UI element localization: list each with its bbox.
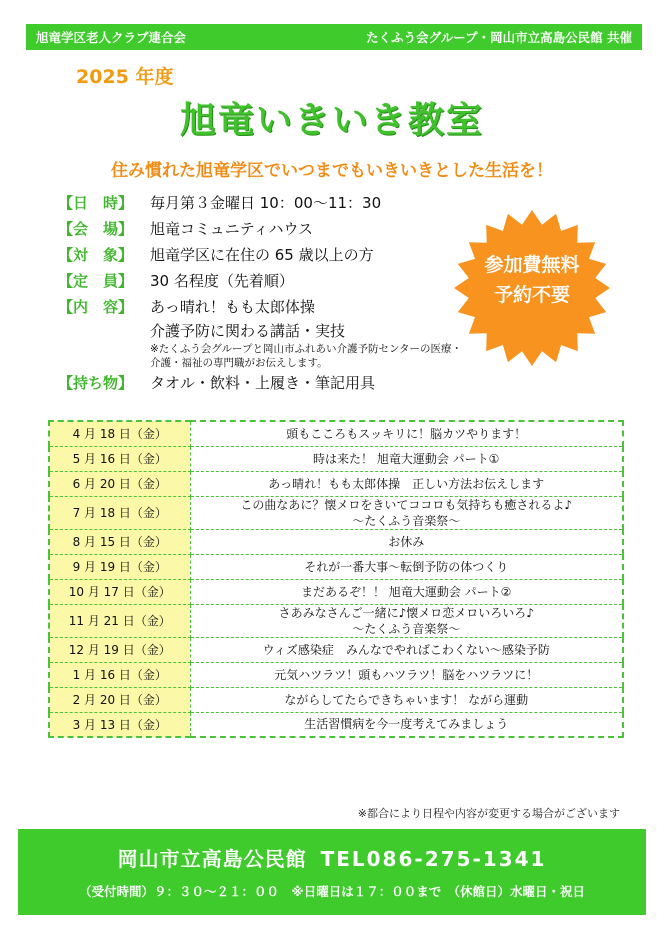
schedule-topic [190, 687, 623, 712]
phone-number: TEL086-275-1341 [320, 847, 547, 871]
schedule-date: 9 月 19 日（金） [49, 554, 190, 579]
schedule-row [49, 554, 623, 579]
info-bring [58, 370, 478, 396]
schedule-row [49, 662, 623, 687]
schedule-topic [190, 421, 623, 446]
schedule-date: 4 月 18 日（金） [49, 421, 190, 446]
schedule-topic-line: 元気ハツラツ！頭もハツラツ！脳をハツラツに！ [274, 667, 539, 682]
schedule-topic-line: 頭もこころもスッキリに！脳カツやります！ [286, 426, 527, 441]
schedule-topic-line: まだあるぞ！！ 旭竜大運動会 パート② [301, 584, 512, 599]
subtitle: 住み慣れた旭竜学区でいつまでもいきいきとした生活を！ [111, 161, 553, 181]
schedule-topic [190, 712, 623, 737]
schedule-row [49, 637, 623, 662]
footer [18, 829, 646, 915]
info-target [58, 242, 478, 268]
info-key: 【対 象】 [58, 246, 134, 264]
schedule-row [49, 687, 623, 712]
schedule-row [49, 471, 623, 496]
badge-line-no-reservation: 予約不要 [493, 284, 570, 306]
schedule-date: 6 月 20 日（金） [49, 471, 190, 496]
schedule-date: 7 月 18 日（金） [49, 496, 190, 529]
schedule-date: 12 月 19 日（金） [49, 637, 190, 662]
info-note: ※たくふう会グループと岡山市ふれあい介護予防センターの医療・介護・福祉の専門職がお伝えします。 [150, 343, 463, 369]
schedule-topic-line: 生活習慣病を今一度考えてみましょう [304, 717, 509, 732]
organizer-right: たくふう会グループ・岡山市立高島公民館 共催 [366, 30, 632, 45]
info-value: 旭竜学区に在住の 65 歳以上の方 [150, 246, 374, 264]
schedule-row [49, 446, 623, 471]
schedule-topic-line: あっ晴れ！もも太郎体操 正しい方法お伝えします [268, 476, 545, 491]
schedule-topic [190, 471, 623, 496]
schedule-topic-subline: ～たくふう音楽祭～ [352, 621, 461, 636]
schedule-topic-line: ながらしてたらできちゃいます！ ながら運動 [284, 692, 529, 707]
schedule-row [49, 712, 623, 737]
schedule-row [49, 421, 623, 446]
schedule-topic [190, 496, 623, 529]
schedule-row [49, 529, 623, 554]
footer-contact [18, 843, 646, 872]
schedule-topic-line: それが一番大事～転倒予防の体つくり [304, 559, 509, 574]
schedule-date: 5 月 16 日（金） [49, 446, 190, 471]
schedule-topic [190, 662, 623, 687]
fiscal-year: 2025 年度 [76, 66, 174, 88]
badge-line-free: 参加費無料 [484, 254, 580, 276]
schedule-note: ※都合により日程や内容が変更する場合がございます [357, 807, 620, 820]
schedule-date: 1 月 16 日（金） [49, 662, 190, 687]
info-key: 【持ち物】 [58, 374, 134, 392]
schedule-topic [190, 579, 623, 604]
info-content [58, 294, 478, 320]
schedule-topic-subline: ～たくふう音楽祭～ [352, 513, 461, 528]
info-value: 30 名程度（先着順） [150, 272, 294, 290]
footer-hours: （受付時間）９：３０～２１：００ ※日曜日は１７：００まで （休館日）水曜日・祝日 [79, 884, 585, 899]
schedule-topic [190, 604, 623, 637]
badge-text [452, 250, 612, 310]
organizer-left: 旭竜学区老人クラブ連合会 [36, 30, 187, 45]
schedule-date: 3 月 13 日（金） [49, 712, 190, 737]
schedule-topic-line: ウィズ感染症 みんなでやればこわくない～感染予防 [262, 642, 550, 657]
schedule-topic-line: 時は来た！ 旭竜大運動会 パート① [313, 451, 500, 466]
info-value: 毎月第３金曜日 10：00～11：30 [150, 194, 382, 212]
info-key: 【定 員】 [58, 272, 134, 290]
schedule-date: 10 月 17 日（金） [49, 579, 190, 604]
schedule-date: 2 月 20 日（金） [49, 687, 190, 712]
facility-name: 岡山市立高島公民館 [117, 847, 307, 871]
page-title: 旭竜いきいき教室 [179, 100, 484, 141]
schedule-topic [190, 554, 623, 579]
info-venue [58, 216, 478, 242]
info-key: 【会 場】 [58, 220, 134, 238]
schedule-date: 11 月 21 日（金） [49, 604, 190, 637]
info-value: タオル・飲料・上履き・筆記用具 [150, 374, 376, 392]
schedule-topic-line: さあみなさんご一緒に♪懐メロ恋メロいろいろ♪ [278, 605, 534, 620]
schedule-topic-line: お休み [388, 534, 425, 549]
info-key: 【内 容】 [58, 298, 134, 316]
schedule-row [49, 579, 623, 604]
schedule-table [48, 420, 624, 738]
info-capacity [58, 268, 478, 294]
schedule-topic-line: この曲なあに？懐メロをきいてココロも気持ちも癒されるよ♪ [240, 497, 573, 512]
schedule-topic [190, 529, 623, 554]
info-value: 介護予防に関わる講話・実技 [150, 322, 346, 340]
info-value: 旭竜コミュニティハウス [150, 220, 314, 238]
info-key: 【日 時】 [58, 194, 134, 212]
schedule-row [49, 604, 623, 637]
schedule-row [49, 496, 623, 529]
header-bar [26, 24, 642, 50]
schedule-date: 8 月 15 日（金） [49, 529, 190, 554]
schedule-topic [190, 637, 623, 662]
schedule-topic [190, 446, 623, 471]
info-schedule [58, 190, 478, 216]
info-value: あっ晴れ！もも太郎体操 [150, 298, 315, 316]
info-block [58, 190, 478, 396]
